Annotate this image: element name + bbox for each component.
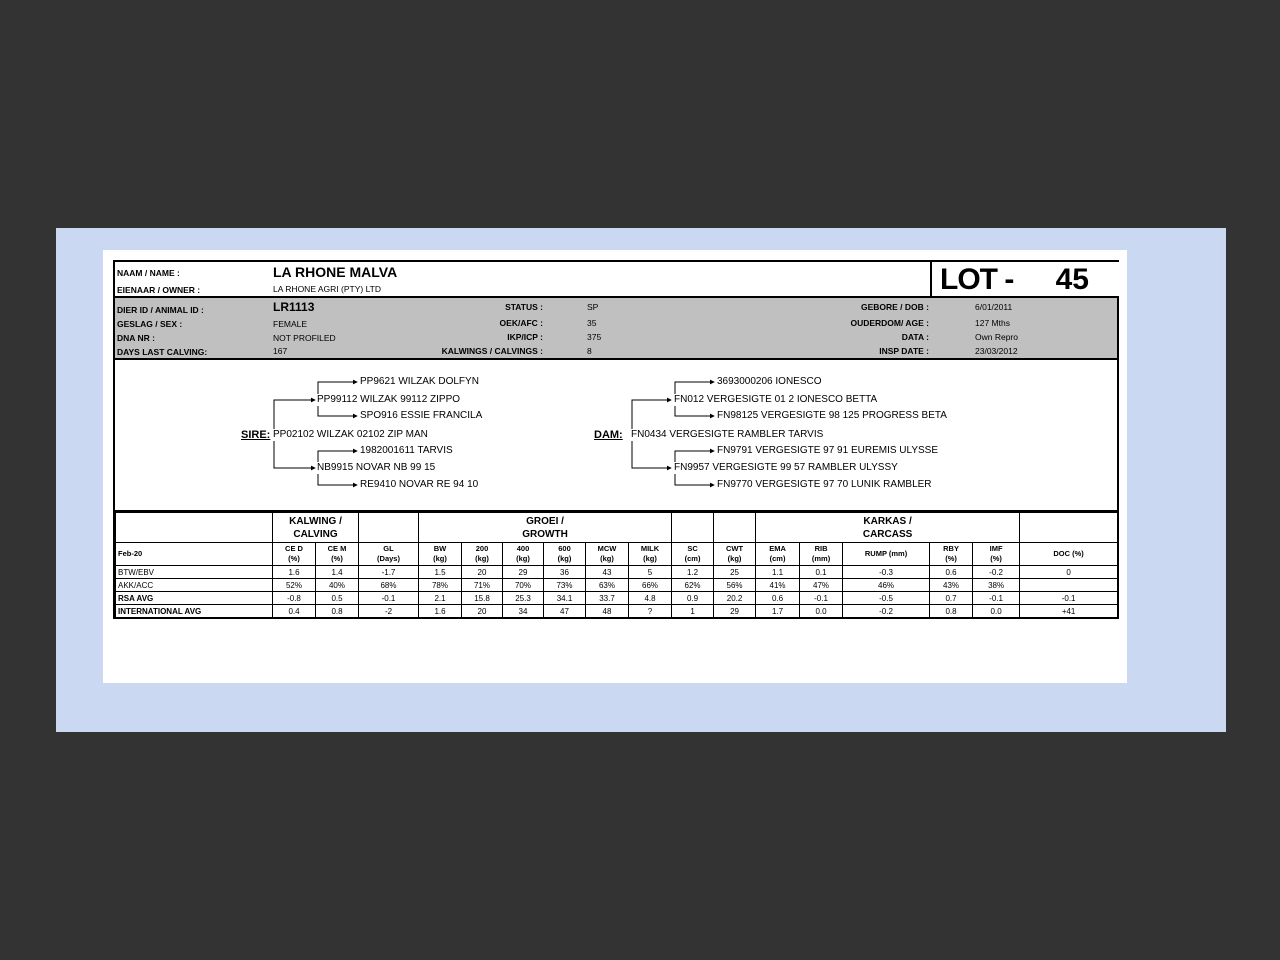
table-cell: -0.2 bbox=[843, 605, 930, 618]
dam-dam-name: FN9957 VERGESIGTE 99 57 RAMBLER ULYSSY bbox=[674, 462, 898, 473]
col-header: RBY (%) bbox=[930, 543, 973, 566]
col-header: DOC (%) bbox=[1020, 543, 1118, 566]
performance-table bbox=[115, 512, 1118, 618]
table-cell: 71% bbox=[462, 579, 503, 592]
table-cell: 1.4 bbox=[316, 566, 359, 579]
insp-date-value: 23/03/2012 bbox=[975, 346, 1018, 356]
group-calving: KALWING / CALVING bbox=[273, 513, 359, 543]
table-cell: -0.2 bbox=[973, 566, 1020, 579]
data-value: Own Repro bbox=[975, 332, 1018, 342]
group-gl-cell bbox=[359, 513, 419, 543]
table-cell: 29 bbox=[503, 566, 544, 579]
sire-sire-name: PP99112 WILZAK 99112 ZIPPO bbox=[317, 394, 461, 405]
dob-value: 6/01/2011 bbox=[975, 302, 1013, 312]
table-body bbox=[116, 566, 1118, 618]
name-label: NAAM / NAME : bbox=[117, 268, 180, 278]
table-row bbox=[116, 579, 1118, 592]
table-cell: -0.5 bbox=[843, 592, 930, 605]
table-cell: 2.1 bbox=[419, 592, 462, 605]
column-header-row bbox=[116, 543, 1118, 566]
dam-sire-sire-name: 3693000206 IONESCO bbox=[717, 376, 822, 387]
row-label: INTERNATIONAL AVG bbox=[116, 605, 273, 618]
name-row bbox=[115, 262, 930, 296]
col-header: 600 (kg) bbox=[544, 543, 586, 566]
sire-name: PP02102 WILZAK 02102 ZIP MAN bbox=[273, 429, 428, 440]
table-cell: 25 bbox=[714, 566, 756, 579]
table-cell: -0.1 bbox=[973, 592, 1020, 605]
sire-dam-sire-name: 1982001611 TARVIS bbox=[360, 445, 453, 456]
table-cell: +41 bbox=[1020, 605, 1118, 618]
col-header: IMF (%) bbox=[973, 543, 1020, 566]
group-cwt-cell bbox=[714, 513, 756, 543]
days-value: 167 bbox=[273, 346, 288, 356]
table-row bbox=[116, 592, 1118, 605]
table-cell: ? bbox=[629, 605, 672, 618]
table-cell: 62% bbox=[672, 579, 714, 592]
age-label: OUDERDOM/ AGE : bbox=[850, 318, 929, 328]
table-cell: -0.1 bbox=[800, 592, 843, 605]
dob-label: GEBORE / DOB : bbox=[860, 302, 929, 312]
row-label: RSA AVG bbox=[116, 592, 273, 605]
table-cell: 68% bbox=[359, 579, 419, 592]
lot-label: LOT - bbox=[940, 263, 1014, 296]
sire-sire-sire-name: PP9621 WILZAK DOLFYN bbox=[360, 376, 479, 387]
table-cell: 1.2 bbox=[672, 566, 714, 579]
table-cell: 34.1 bbox=[544, 592, 586, 605]
table-cell: 43 bbox=[586, 566, 629, 579]
sire-sire-dam-name: SPO916 ESSIE FRANCILA bbox=[360, 410, 483, 421]
table-cell: 25.3 bbox=[503, 592, 544, 605]
table-cell: 20 bbox=[462, 605, 503, 618]
col-header: MILK (kg) bbox=[629, 543, 672, 566]
col-header: 200 (kg) bbox=[462, 543, 503, 566]
col-header: RUMP (mm) bbox=[843, 543, 930, 566]
col-header: RIB (mm) bbox=[800, 543, 843, 566]
table-cell: 20.2 bbox=[714, 592, 756, 605]
animal-card bbox=[113, 260, 1119, 619]
age-value: 127 Mths bbox=[975, 318, 1010, 328]
card-header bbox=[115, 262, 1117, 358]
table-cell: 38% bbox=[973, 579, 1020, 592]
icp-label: IKP/ICP : bbox=[507, 332, 543, 342]
table-cell: 29 bbox=[714, 605, 756, 618]
table-cell: 1.7 bbox=[756, 605, 800, 618]
dam-sire-name: FN012 VERGESIGTE 01 2 IONESCO BETTA bbox=[674, 394, 878, 405]
days-label: DAYS LAST CALVING: bbox=[117, 347, 208, 357]
period-label: Feb-20 bbox=[116, 543, 273, 566]
table-cell: 34 bbox=[503, 605, 544, 618]
col-header: CWT (kg) bbox=[714, 543, 756, 566]
col-header: SC (cm) bbox=[672, 543, 714, 566]
icp-value: 375 bbox=[587, 332, 602, 342]
col-header: CE D (%) bbox=[273, 543, 316, 566]
table-cell: 0.9 bbox=[672, 592, 714, 605]
table-row bbox=[116, 566, 1118, 579]
table-cell: 48 bbox=[586, 605, 629, 618]
table-cell: 5 bbox=[629, 566, 672, 579]
table-cell: -1.7 bbox=[359, 566, 419, 579]
table-cell: 52% bbox=[273, 579, 316, 592]
calvings-label: KALWINGS / CALVINGS : bbox=[441, 346, 543, 356]
table-cell: -0.3 bbox=[843, 566, 930, 579]
animal-id-label: DIER ID / ANIMAL ID : bbox=[117, 305, 204, 315]
table-cell: 0.1 bbox=[800, 566, 843, 579]
table-cell: 0.6 bbox=[930, 566, 973, 579]
afc-value: 35 bbox=[587, 318, 597, 328]
table-cell: 0 bbox=[1020, 566, 1118, 579]
animal-name: LA RHONE MALVA bbox=[273, 264, 398, 280]
col-header: BW (kg) bbox=[419, 543, 462, 566]
table-cell bbox=[1020, 579, 1118, 592]
dam-label: DAM: bbox=[594, 429, 623, 441]
table-cell: 56% bbox=[714, 579, 756, 592]
table-cell: 70% bbox=[503, 579, 544, 592]
status-label: STATUS : bbox=[505, 302, 543, 312]
row-label: AKK/ACC bbox=[116, 579, 273, 592]
table-cell: 0.4 bbox=[273, 605, 316, 618]
table-cell: 0.7 bbox=[930, 592, 973, 605]
table-cell: 43% bbox=[930, 579, 973, 592]
col-header: GL (Days) bbox=[359, 543, 419, 566]
table-cell: -0.1 bbox=[1020, 592, 1118, 605]
group-growth: GROEI / GROWTH bbox=[419, 513, 672, 543]
dam-dam-dam-name: FN9770 VERGESIGTE 97 70 LUNIK RAMBLER bbox=[717, 479, 932, 490]
col-header: MCW (kg) bbox=[586, 543, 629, 566]
row-label: BTW/EBV bbox=[116, 566, 273, 579]
col-header: 400 (kg) bbox=[503, 543, 544, 566]
group-empty-cell bbox=[116, 513, 273, 543]
table-cell: 0.8 bbox=[316, 605, 359, 618]
calvings-value: 8 bbox=[587, 346, 592, 356]
table-cell: 1.1 bbox=[756, 566, 800, 579]
table-row bbox=[116, 605, 1118, 618]
table-cell: -0.1 bbox=[359, 592, 419, 605]
data-label: DATA : bbox=[901, 332, 929, 342]
table-cell: 20 bbox=[462, 566, 503, 579]
details-panel bbox=[115, 296, 1117, 360]
dna-value: NOT PROFILED bbox=[273, 333, 336, 343]
table-cell: 41% bbox=[756, 579, 800, 592]
afc-label: OEK/AFC : bbox=[499, 318, 543, 328]
dam-sire-dam-name: FN98125 VERGESIGTE 98 125 PROGRESS BETA bbox=[717, 410, 947, 421]
sale-sheet bbox=[103, 250, 1127, 683]
table-cell: 78% bbox=[419, 579, 462, 592]
lot-number: 45 bbox=[1055, 263, 1089, 296]
table-cell: 36 bbox=[544, 566, 586, 579]
sire-label: SIRE: bbox=[241, 429, 271, 441]
table-cell: 0.6 bbox=[756, 592, 800, 605]
owner-label: EIENAAR / OWNER : bbox=[117, 285, 201, 295]
group-doc-cell bbox=[1020, 513, 1118, 543]
table-cell: 33.7 bbox=[586, 592, 629, 605]
slide-background bbox=[56, 228, 1226, 732]
table-cell: 0.0 bbox=[800, 605, 843, 618]
lot-box bbox=[930, 262, 1119, 296]
col-header: CE M (%) bbox=[316, 543, 359, 566]
table-cell: 1.6 bbox=[419, 605, 462, 618]
table-cell: 15.8 bbox=[462, 592, 503, 605]
table-cell: -0.8 bbox=[273, 592, 316, 605]
sire-dam-name: NB9915 NOVAR NB 99 15 bbox=[317, 462, 436, 473]
table-cell: 1 bbox=[672, 605, 714, 618]
status-value: SP bbox=[587, 302, 599, 312]
insp-date-label: INSP DATE : bbox=[879, 346, 929, 356]
dna-label: DNA NR : bbox=[117, 333, 155, 343]
sex-label: GESLAG / SEX : bbox=[117, 319, 183, 329]
dam-name: FN0434 VERGESIGTE RAMBLER TARVIS bbox=[631, 429, 824, 440]
pedigree-section bbox=[115, 360, 1117, 512]
group-sc-cell bbox=[672, 513, 714, 543]
sex-value: FEMALE bbox=[273, 319, 308, 329]
owner-name: LA RHONE AGRI (PTY) LTD bbox=[273, 284, 382, 294]
sire-dam-dam-name: RE9410 NOVAR RE 94 10 bbox=[360, 479, 479, 490]
table-cell: 0.5 bbox=[316, 592, 359, 605]
table-cell: 47% bbox=[800, 579, 843, 592]
dam-dam-sire-name: FN9791 VERGESIGTE 97 91 EUREMIS ULYSSE bbox=[717, 445, 939, 456]
table-cell: 73% bbox=[544, 579, 586, 592]
table-cell: 1.6 bbox=[273, 566, 316, 579]
table-cell: 1.5 bbox=[419, 566, 462, 579]
table-cell: 40% bbox=[316, 579, 359, 592]
animal-id: LR1113 bbox=[273, 300, 315, 314]
group-carcass: KARKAS / CARCASS bbox=[756, 513, 1020, 543]
group-header-row bbox=[116, 513, 1118, 543]
table-cell: 4.8 bbox=[629, 592, 672, 605]
table-cell: 63% bbox=[586, 579, 629, 592]
table-cell: 66% bbox=[629, 579, 672, 592]
col-header: EMA (cm) bbox=[756, 543, 800, 566]
table-cell: 46% bbox=[843, 579, 930, 592]
table-cell: 47 bbox=[544, 605, 586, 618]
table-cell: 0.0 bbox=[973, 605, 1020, 618]
table-cell: 0.8 bbox=[930, 605, 973, 618]
table-cell: -2 bbox=[359, 605, 419, 618]
